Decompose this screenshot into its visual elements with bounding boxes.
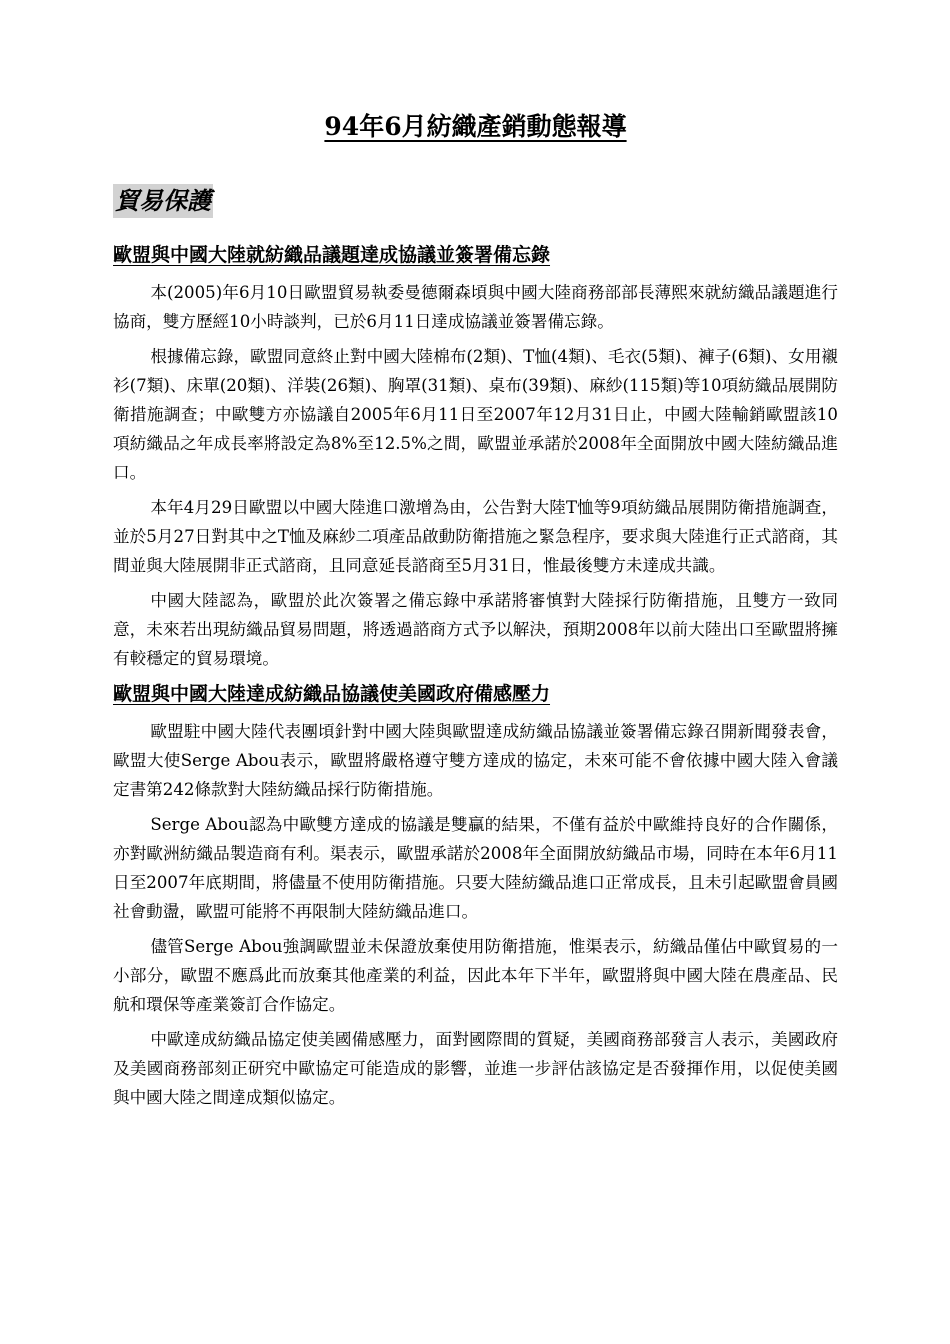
document-body (113, 240, 838, 1118)
document-title: 94年6月紡織產銷動態報導 (324, 112, 627, 141)
article-paragraph: 歐盟駐中國大陸代表團頃針對中國大陸與歐盟達成紡織品協議並簽署備忘錄召開新聞發表會，歐盟大使Serge Abou表示，歐盟將嚴格遵守雙方達成的協定，未來可能不會依據中國大陸入會議定書第242條款對大陸紡織品採行防衛措施。 (113, 722, 838, 799)
article-paragraph: 中歐達成紡織品協定使美國備感壓力，面對國際間的質疑，美國商務部發言人表示，美國政府及美國商務部刻正研究中歐協定可能造成的影響，並進一步評估該協定是否發揮作用，以促使美國與中國大陸之間達成類似協定。 (113, 1030, 838, 1107)
article-paragraph: Serge Abou認為中歐雙方達成的協議是雙贏的結果，不僅有益於中歐維持良好的合作關係，亦對歐洲紡織品製造商有利。渠表示，歐盟承諾於2008年全面開放紡織品市場，同時在本年6月11日至2007年底期間，將儘量不使用防衛措施。只要大陸紡織品進口正常成長，且未引起歐盟會員國社會動盪，歐盟可能將不再限制大陸紡織品進口。 (113, 815, 838, 921)
section-title: 貿易保護 (113, 184, 213, 218)
article-paragraph: 本(2005)年6月10日歐盟貿易執委曼德爾森頃與中國大陸商務部部長薄熙來就紡織品議題進行協商，雙方歷經10小時談判，已於6月11日達成協議並簽署備忘錄。 (113, 283, 838, 331)
article-1 (113, 240, 838, 673)
article-paragraph: 根據備忘錄，歐盟同意終止對中國大陸棉布(2類)、T恤(4類)、毛衣(5類)、褲子(6類)、女用襯衫(7類)、床單(20類)、洋裝(26類)、胸罩(31類)、桌布(39類)、麻紗(115類)等10項紡織品展開防衛措施調查；中歐雙方亦協議自2005年6月11日至2007年12月31日止，中國大陸輸銷歐盟該10項紡織品之年成長率將設定為8%至12.5%之間，歐盟並承諾於2008年全面開放中國大陸紡織品進口。 (113, 347, 838, 482)
article-paragraph: 儘管Serge Abou強調歐盟並未保證放棄使用防衛措施，惟渠表示，紡織品僅佔中歐貿易的一小部分，歐盟不應爲此而放棄其他產業的利益，因此本年下半年，歐盟將與中國大陸在農產品、民航和環保等產業簽訂合作協定。 (113, 937, 838, 1014)
article-paragraph: 本年4月29日歐盟以中國大陸進口激增為由，公告對大陸T恤等9項紡織品展開防衛措施調查，並於5月27日對其中之T恤及麻紗二項產品啟動防衛措施之緊急程序，要求與大陸進行正式諮商，其間並與大陸展開非正式諮商，且同意延長諮商至5月31日，惟最後雙方未達成共識。 (113, 498, 838, 575)
article-title: 歐盟與中國大陸達成紡織品協議使美國政府備感壓力 (113, 683, 551, 705)
article-title: 歐盟與中國大陸就紡織品議題達成協議並簽署備忘錄 (113, 244, 551, 266)
article-2 (113, 679, 838, 1112)
article-paragraph: 中國大陸認為，歐盟於此次簽署之備忘錄中承諾將審慎對大陸採行防衛措施，且雙方一致同意，未來若出現紡織品貿易問題，將透過諮商方式予以解決，預期2008年以前大陸出口至歐盟將擁有較穩定的貿易環境。 (113, 591, 838, 668)
